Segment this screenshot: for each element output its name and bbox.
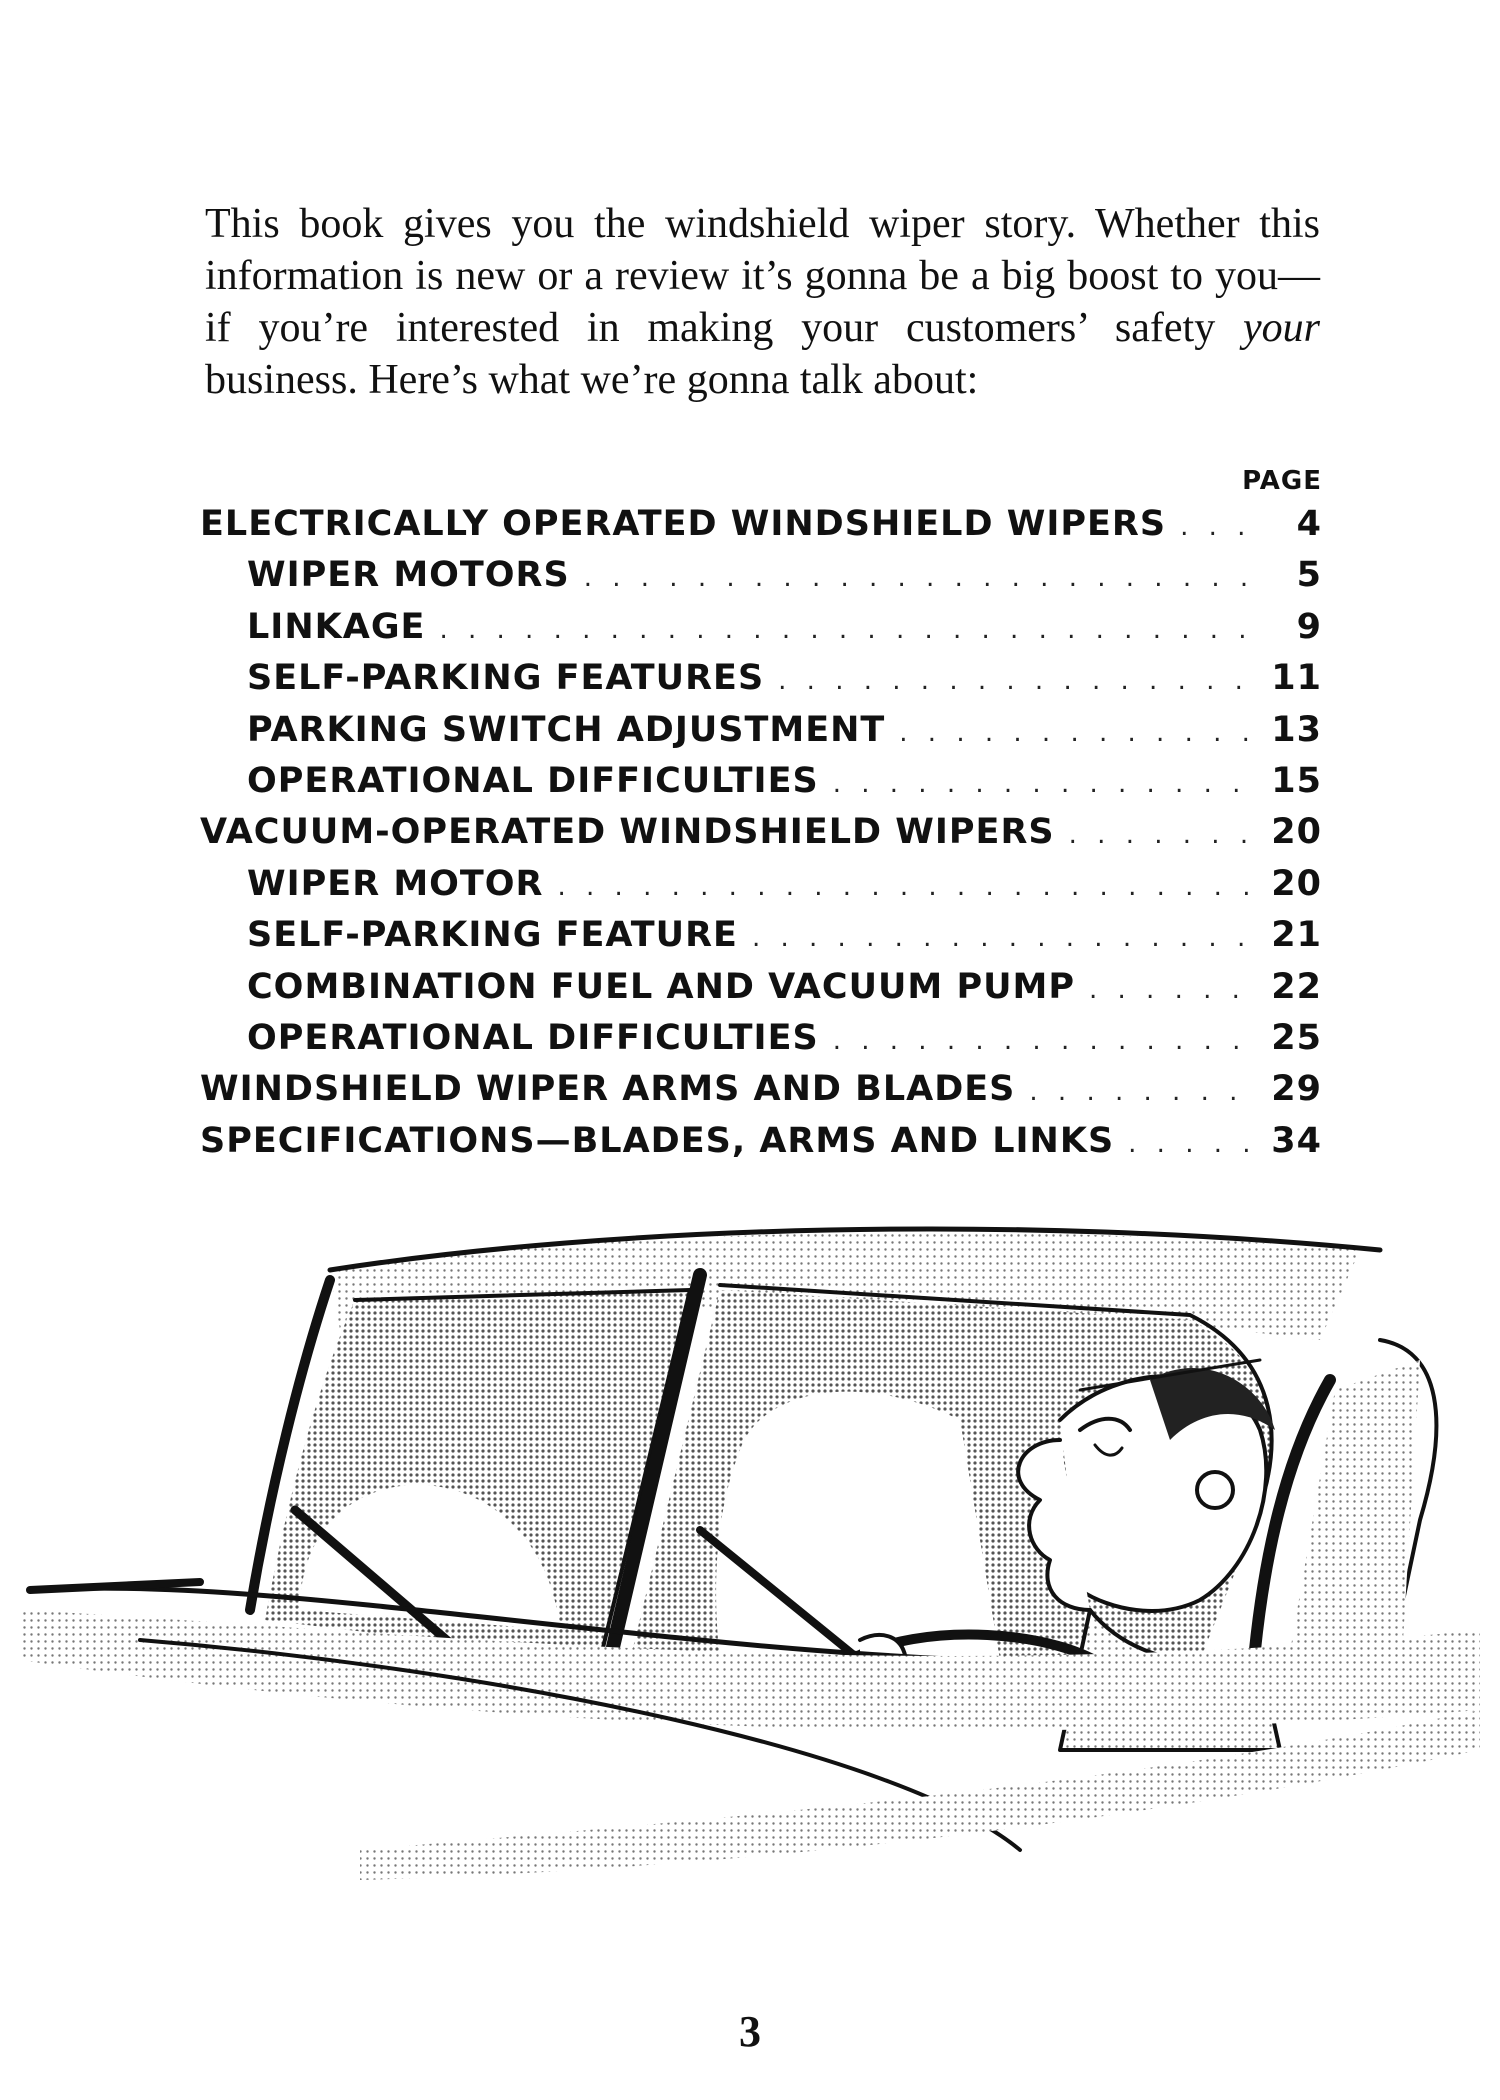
toc-entry-page: 15 [1271, 760, 1322, 801]
toc-entry-label: SELF-PARKING FEATURE [247, 915, 738, 956]
toc-entry-page: 20 [1271, 812, 1322, 853]
toc-entry-label: VACUUM-OPERATED WINDSHIELD WIPERS [200, 812, 1055, 853]
toc-entry-label: WIPER MOTORS [247, 555, 570, 596]
intro-emphasis: your [1243, 305, 1320, 351]
toc-entry[interactable] [200, 756, 1322, 807]
toc-entry-label: OPERATIONAL DIFFICULTIES [247, 760, 819, 801]
intro-paragraph [205, 198, 1320, 406]
toc-leader-dots [558, 862, 1261, 913]
toc-entry[interactable] [200, 550, 1322, 601]
toc-leader-dots [778, 656, 1260, 707]
toc-entry-page: 20 [1271, 863, 1322, 904]
intro-text-part2: business. Here’s what we’re gonna talk about: [205, 357, 979, 403]
toc-leader-dots [439, 605, 1260, 656]
toc-entry-page: 21 [1271, 915, 1322, 956]
toc-leader-dots [1029, 1067, 1260, 1118]
toc-leader-dots [1128, 1119, 1260, 1170]
toc-entry[interactable] [200, 602, 1322, 653]
toc-entry-label: SPECIFICATIONS—BLADES, ARMS AND LINKS [200, 1120, 1115, 1161]
toc-page-header: PAGE [1242, 466, 1322, 496]
toc-entry[interactable] [200, 1064, 1322, 1115]
toc-entry-page: 25 [1271, 1017, 1322, 1058]
toc-entry-page: 5 [1296, 555, 1322, 596]
page-number: 3 [739, 2007, 761, 2056]
toc-entry[interactable] [200, 910, 1322, 961]
toc-leader-dots [1069, 810, 1260, 861]
car-driver-icon [0, 1190, 1500, 1910]
toc-entry[interactable] [200, 705, 1322, 756]
toc-leader-dots [899, 708, 1260, 759]
toc-entry-page: 34 [1271, 1120, 1322, 1161]
toc-entry[interactable] [200, 1116, 1322, 1167]
intro-text-part1: This book gives you the windshield wiper story. Whether this information is new or a review it’s gonna be a big boost to you—if you’re interested in making your customers’ safety [205, 201, 1320, 351]
toc-leader-dots [833, 759, 1260, 810]
toc-entry-label: PARKING SWITCH ADJUSTMENT [247, 709, 886, 750]
toc-entry-label: COMBINATION FUEL AND VACUUM PUMP [247, 966, 1075, 1007]
toc-entry-page: 29 [1271, 1069, 1322, 1110]
toc-entry-page: 4 [1296, 504, 1322, 544]
toc-leader-dots [584, 553, 1260, 604]
toc-entry-label: WIPER MOTOR [247, 863, 544, 904]
toc-leader-dots [1180, 502, 1260, 553]
toc-entry-page: 13 [1271, 709, 1322, 750]
toc-leader-dots [1089, 965, 1260, 1016]
toc-entry[interactable] [200, 859, 1322, 910]
toc-entry-label: WINDSHIELD WIPER ARMS AND BLADES [200, 1069, 1016, 1110]
car-driver-illustration [0, 1190, 1500, 1910]
toc-entry-label: SELF-PARKING FEATURES [247, 658, 765, 699]
toc-entry-page: 22 [1271, 966, 1322, 1007]
toc-entry[interactable] [200, 653, 1322, 704]
toc-entry[interactable] [200, 962, 1322, 1013]
toc-entry-page: 9 [1296, 606, 1322, 647]
table-of-contents [200, 463, 1322, 1167]
toc-entry-label: OPERATIONAL DIFFICULTIES [247, 1017, 819, 1058]
toc-entry-label: ELECTRICALLY OPERATED WINDSHIELD WIPERS [200, 504, 1167, 544]
toc-entry-label: LINKAGE [247, 606, 426, 647]
toc-entry[interactable] [200, 807, 1322, 858]
toc-leader-dots [833, 1016, 1260, 1067]
toc-entry[interactable] [200, 499, 1322, 550]
toc-entry[interactable] [200, 1013, 1322, 1064]
toc-leader-dots [752, 913, 1260, 964]
toc-entry-page: 11 [1271, 658, 1322, 699]
